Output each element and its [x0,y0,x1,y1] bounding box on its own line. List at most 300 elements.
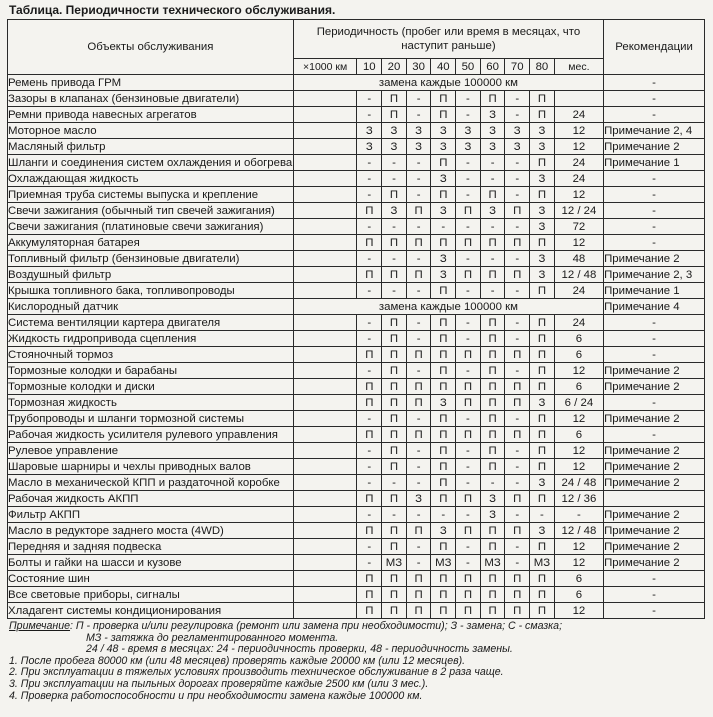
km-unit-cell [293,571,357,587]
schedule-cell: П [406,347,431,363]
schedule-cell: П [505,571,530,587]
schedule-cell: П [431,363,456,379]
schedule-cell: З [530,203,555,219]
schedule-cell: П [530,571,555,587]
schedule-cell: П [456,571,481,587]
schedule-cell: - [456,187,481,203]
schedule-cell: МЗ [382,555,407,571]
schedule-cell: - [406,91,431,107]
table-row [8,219,705,235]
table-row [8,75,705,91]
schedule-cell: П [505,587,530,603]
months-cell: 6 / 24 [554,395,603,411]
schedule-cell: П [357,347,382,363]
km-unit-cell [293,379,357,395]
schedule-cell: - [406,171,431,187]
schedule-cell: - [505,475,530,491]
schedule-cell: З [382,203,407,219]
recommendation-cell: - [604,587,705,603]
months-cell: 6 [554,347,603,363]
schedule-cell: П [505,267,530,283]
schedule-cell: - [406,107,431,123]
recommendation-cell: - [604,171,705,187]
schedule-cell: - [382,155,407,171]
schedule-cell: П [431,411,456,427]
schedule-cell: П [530,443,555,459]
km-unit-cell [293,523,357,539]
object-name-cell: Аккумуляторная батарея [8,235,294,251]
months-cell: 24 [554,171,603,187]
table-row [8,267,705,283]
km-unit-cell [293,219,357,235]
schedule-cell: П [505,603,530,619]
schedule-cell: П [530,363,555,379]
km-unit-cell [293,187,357,203]
schedule-cell: П [382,443,407,459]
object-name-cell: Воздушный фильтр [8,267,294,283]
note-line: 24 / 48 - время в месяцах: 24 - периодичность проверки, 48 - периодичность замены. [86,643,513,656]
schedule-cell: - [456,91,481,107]
months-cell: 12 [554,603,603,619]
recommendation-cell: - [604,107,705,123]
recommendation-cell: - [604,427,705,443]
table-row [8,171,705,187]
schedule-cell: П [406,523,431,539]
schedule-cell: - [456,283,481,299]
km-unit-cell [293,395,357,411]
schedule-cell: - [406,507,431,523]
table-row [8,363,705,379]
schedule-cell: П [456,523,481,539]
schedule-cell: П [357,203,382,219]
table-row [8,379,705,395]
table-row [8,571,705,587]
header-periodicity: Периодичность (пробег или время в месяцах, что наступит раньше) [293,20,603,59]
schedule-cell: З [357,123,382,139]
recommendation-cell: - [604,219,705,235]
schedule-cell: З [480,123,505,139]
schedule-cell: П [431,187,456,203]
km-unit-cell [293,507,357,523]
schedule-cell: П [357,235,382,251]
schedule-cell: П [505,379,530,395]
schedule-cell: П [357,427,382,443]
km-unit-cell [293,459,357,475]
km-unit-cell [293,587,357,603]
schedule-cell: П [382,347,407,363]
schedule-cell: - [505,155,530,171]
schedule-cell: П [480,91,505,107]
schedule-cell: П [505,523,530,539]
header-mileage: 10 [357,59,382,75]
schedule-cell: З [431,139,456,155]
schedule-cell: П [357,379,382,395]
schedule-cell: П [431,491,456,507]
km-unit-cell [293,123,357,139]
schedule-cell: П [382,571,407,587]
recommendation-cell: Примечание 2 [604,411,705,427]
schedule-cell: МЗ [530,555,555,571]
schedule-cell: П [456,379,481,395]
km-unit-cell [293,155,357,171]
months-cell: 12 [554,443,603,459]
schedule-cell: П [530,331,555,347]
schedule-cell: - [480,219,505,235]
schedule-cell: - [357,363,382,379]
schedule-cell: П [530,347,555,363]
recommendation-cell: Примечание 2, 4 [604,123,705,139]
object-name-cell: Стояночный тормоз [8,347,294,363]
table-row [8,187,705,203]
table-row [8,283,705,299]
object-name-cell: Тормозная жидкость [8,395,294,411]
schedule-cell: МЗ [431,555,456,571]
schedule-cell: П [431,347,456,363]
schedule-cell: З [505,139,530,155]
schedule-cell: П [530,427,555,443]
schedule-cell: - [456,459,481,475]
schedule-cell: - [357,507,382,523]
schedule-cell: З [431,251,456,267]
schedule-cell: П [382,411,407,427]
schedule-cell: - [505,187,530,203]
months-cell: 6 [554,427,603,443]
schedule-cell: З [505,123,530,139]
schedule-cell: П [456,603,481,619]
header-mileage: 20 [382,59,407,75]
months-cell: 12 [554,411,603,427]
months-cell: 12 [554,123,603,139]
schedule-cell: П [431,283,456,299]
months-cell: 24 / 48 [554,475,603,491]
schedule-cell: З [431,523,456,539]
interval-span-cell: замена каждые 100000 км [293,75,603,91]
schedule-cell: П [480,571,505,587]
header-mileage: 70 [505,59,530,75]
km-unit-cell [293,491,357,507]
recommendation-cell: Примечание 1 [604,283,705,299]
km-unit-cell [293,555,357,571]
header-objects: Объекты обслуживания [8,20,294,75]
schedule-cell: - [357,283,382,299]
months-cell: 24 [554,283,603,299]
maintenance-table [7,19,705,619]
schedule-cell: П [357,571,382,587]
months-cell: 12 / 36 [554,491,603,507]
months-cell: 24 [554,107,603,123]
km-unit-cell [293,603,357,619]
recommendation-cell: - [604,91,705,107]
recommendation-cell: - [604,571,705,587]
recommendation-cell: Примечание 2 [604,539,705,555]
schedule-cell: - [456,507,481,523]
schedule-cell: П [382,427,407,443]
table-row [8,507,705,523]
schedule-cell: П [406,395,431,411]
recommendation-cell: Примечание 2 [604,443,705,459]
months-cell: 6 [554,587,603,603]
schedule-cell: З [456,139,481,155]
schedule-cell: - [456,363,481,379]
schedule-cell: П [357,523,382,539]
schedule-cell: - [480,283,505,299]
schedule-cell: П [406,379,431,395]
schedule-cell: З [431,123,456,139]
schedule-cell: - [406,443,431,459]
schedule-cell: - [480,251,505,267]
schedule-cell: З [530,395,555,411]
object-name-cell: Рулевое управление [8,443,294,459]
schedule-cell: - [406,363,431,379]
months-cell: 12 [554,139,603,155]
recommendation-cell: - [604,395,705,411]
schedule-cell: П [480,267,505,283]
schedule-cell: П [530,491,555,507]
schedule-cell: П [480,315,505,331]
object-name-cell: Состояние шин [8,571,294,587]
table-row [8,443,705,459]
schedule-cell: П [456,203,481,219]
schedule-cell: П [480,587,505,603]
table-row [8,299,705,315]
km-unit-cell [293,235,357,251]
note-item: 4. Проверка работоспособности и при необходимости замена каждые 100000 км. [9,689,423,702]
schedule-cell: З [406,491,431,507]
schedule-cell: З [530,267,555,283]
schedule-cell: - [406,187,431,203]
schedule-cell: З [406,123,431,139]
schedule-cell: З [530,171,555,187]
object-name-cell: Жидкость гидропривода сцепления [8,331,294,347]
schedule-cell: - [382,251,407,267]
schedule-cell: - [505,555,530,571]
schedule-cell: - [505,219,530,235]
schedule-cell: - [357,555,382,571]
schedule-cell: - [456,475,481,491]
schedule-cell: - [456,539,481,555]
km-unit-cell [293,91,357,107]
schedule-cell: - [480,475,505,491]
schedule-cell: П [456,235,481,251]
schedule-cell: П [456,491,481,507]
schedule-cell: З [480,491,505,507]
recommendation-cell: Примечание 1 [604,155,705,171]
km-unit-cell [293,171,357,187]
schedule-cell: - [505,171,530,187]
schedule-cell: П [530,283,555,299]
object-name-cell: Топливный фильтр (бензиновые двигатели) [8,251,294,267]
object-name-cell: Масло в редукторе заднего моста (4WD) [8,523,294,539]
schedule-cell: П [530,155,555,171]
schedule-cell: - [505,107,530,123]
km-unit-cell [293,107,357,123]
table-row [8,155,705,171]
recommendation-cell: - [604,347,705,363]
schedule-cell: - [406,411,431,427]
table-row [8,91,705,107]
schedule-cell: З [456,123,481,139]
schedule-cell: - [480,155,505,171]
notes-section [7,621,707,702]
months-cell: 24 [554,155,603,171]
schedule-cell: П [456,427,481,443]
object-name-cell: Шаровые шарниры и чехлы приводных валов [8,459,294,475]
schedule-cell: - [505,411,530,427]
schedule-cell: П [505,235,530,251]
object-name-cell: Крышка топливного бака, топливопроводы [8,283,294,299]
schedule-cell: П [530,315,555,331]
schedule-cell: - [406,539,431,555]
km-unit-cell [293,363,357,379]
schedule-cell: З [406,139,431,155]
km-unit-cell [293,539,357,555]
object-name-cell: Свечи зажигания (платиновые свечи зажигания) [8,219,294,235]
schedule-cell: П [382,235,407,251]
table-row [8,475,705,491]
schedule-cell: - [357,475,382,491]
recommendation-cell: - [604,203,705,219]
object-name-cell: Масляный фильтр [8,139,294,155]
schedule-cell: З [480,203,505,219]
table-row [8,491,705,507]
months-cell: 48 [554,251,603,267]
schedule-cell: П [480,523,505,539]
table-row [8,523,705,539]
schedule-cell: З [530,475,555,491]
schedule-cell: П [480,411,505,427]
note-label: Примечание [9,620,71,632]
schedule-cell: МЗ [480,555,505,571]
schedule-cell: З [431,395,456,411]
object-name-cell: Ремни привода навесных агрегатов [8,107,294,123]
recommendation-cell: - [604,235,705,251]
object-name-cell: Кислородный датчик [8,299,294,315]
header-mileage: 60 [480,59,505,75]
schedule-cell: - [382,171,407,187]
schedule-cell: З [382,123,407,139]
schedule-cell: П [382,187,407,203]
schedule-cell: П [431,379,456,395]
recommendation-cell: - [604,75,705,91]
schedule-cell: З [431,171,456,187]
recommendation-cell: - [604,331,705,347]
schedule-cell: П [530,235,555,251]
table-title: Таблица. Периодичности технического обслуживания. [9,3,336,17]
schedule-cell: П [456,395,481,411]
schedule-cell: - [357,155,382,171]
object-name-cell: Передняя и задняя подвеска [8,539,294,555]
schedule-cell: П [530,91,555,107]
schedule-cell: - [357,219,382,235]
schedule-cell: П [406,603,431,619]
schedule-cell: П [382,267,407,283]
months-cell: 12 [554,539,603,555]
schedule-cell: П [530,379,555,395]
km-unit-cell [293,315,357,331]
schedule-cell: П [382,395,407,411]
schedule-cell: З [530,523,555,539]
schedule-cell: П [505,491,530,507]
months-cell: 6 [554,379,603,395]
schedule-cell: - [505,443,530,459]
schedule-cell: - [406,219,431,235]
object-name-cell: Рабочая жидкость АКПП [8,491,294,507]
object-name-cell: Свечи зажигания (обычный тип свечей зажигания) [8,203,294,219]
km-unit-cell [293,251,357,267]
object-name-cell: Фильтр АКПП [8,507,294,523]
schedule-cell: - [382,283,407,299]
schedule-cell: З [480,107,505,123]
object-name-cell: Все световые приборы, сигналы [8,587,294,603]
recommendation-cell: - [604,315,705,331]
schedule-cell: П [382,459,407,475]
schedule-cell: - [505,507,530,523]
schedule-cell: - [406,251,431,267]
object-name-cell: Трубопроводы и шланги тормозной системы [8,411,294,427]
recommendation-cell: Примечание 2 [604,475,705,491]
recommendation-cell: Примечание 2, 3 [604,267,705,283]
schedule-cell: - [505,251,530,267]
schedule-cell: П [382,315,407,331]
months-cell [554,91,603,107]
schedule-cell: - [406,475,431,491]
schedule-cell: П [480,363,505,379]
object-name-cell: Рабочая жидкость усилителя рулевого управления [8,427,294,443]
schedule-cell: П [480,379,505,395]
table-row [8,411,705,427]
schedule-cell: П [382,491,407,507]
schedule-cell: З [480,507,505,523]
table-row [8,603,705,619]
note-item: 3. При эксплуатации на пыльных дорогах проверяйте каждые 2500 км (или 3 мес.). [9,677,429,690]
schedule-cell: П [456,267,481,283]
schedule-cell: З [480,139,505,155]
schedule-cell: - [406,555,431,571]
schedule-cell: П [406,427,431,443]
schedule-cell: З [530,123,555,139]
schedule-cell: - [406,459,431,475]
object-name-cell: Тормозные колодки и диски [8,379,294,395]
interval-span-cell: замена каждые 100000 км [293,299,603,315]
recommendation-cell: Примечание 4 [604,299,705,315]
note-item: 2. При эксплуатации в тяжелых условиях производить техническое обслуживание в 2 раза чаще. [9,666,504,679]
schedule-cell: П [530,459,555,475]
schedule-cell: - [406,155,431,171]
schedule-cell: - [530,507,555,523]
schedule-cell: З [431,203,456,219]
object-name-cell: Масло в механической КПП и раздаточной коробке [8,475,294,491]
months-cell: 12 [554,555,603,571]
schedule-cell: - [406,283,431,299]
schedule-cell: П [480,443,505,459]
table-row [8,331,705,347]
schedule-cell: П [431,603,456,619]
object-name-cell: Болты и гайки на шасси и кузове [8,555,294,571]
schedule-cell: З [530,139,555,155]
schedule-cell: П [357,603,382,619]
note-line: МЗ - затяжка до регламентированного момента. [86,631,339,644]
schedule-cell: П [431,155,456,171]
schedule-cell: З [357,139,382,155]
km-unit-cell [293,411,357,427]
schedule-cell: - [456,331,481,347]
schedule-cell: - [357,251,382,267]
schedule-cell: П [530,539,555,555]
schedule-cell: - [505,539,530,555]
schedule-cell: П [357,395,382,411]
recommendation-cell: Примечание 2 [604,379,705,395]
schedule-cell: - [456,411,481,427]
